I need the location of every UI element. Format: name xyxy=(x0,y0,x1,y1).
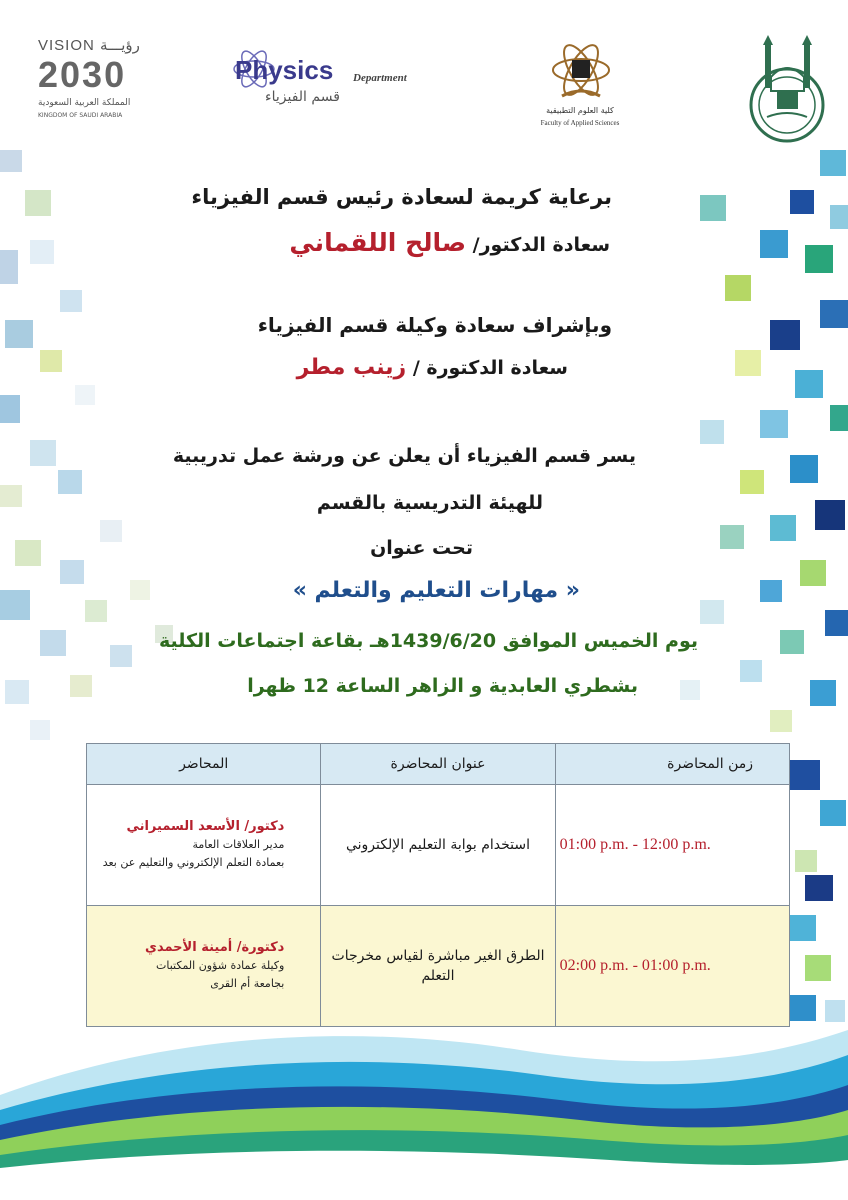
table-header-row xyxy=(87,744,790,785)
schedule-table xyxy=(86,743,790,1027)
college-logo-en: Faculty of Applied Sciences xyxy=(540,119,620,127)
department-head-line xyxy=(0,228,848,257)
physics-logo-dept: Department xyxy=(353,72,407,84)
date-line: يوم الخميس الموافق 1439/6/20هـ بقاعة اجتماعات الكلية xyxy=(158,630,698,652)
speaker-affiliation: بجامعة أم القرى xyxy=(210,977,285,990)
header-speaker: المحاضر xyxy=(87,744,321,785)
vision-logo-country-ar: المملكة العربية السعودية xyxy=(38,98,131,108)
lecture-title: الطرق الغير مباشرة لقياس مخرجات التعلم xyxy=(321,906,555,1027)
lecture-time: 02:00 p.m. - 01:00 p.m. xyxy=(555,906,789,1027)
patronage-line: برعاية كريمة لسعادة رئيس قسم الفيزياء xyxy=(191,185,612,209)
college-emblem-icon xyxy=(548,40,614,104)
university-emblem-icon xyxy=(745,35,830,150)
speaker-name: دكتورة/ أمينة الأحمدي xyxy=(145,940,285,955)
lecture-speaker xyxy=(87,906,321,1027)
header-title: عنوان المحاضرة xyxy=(321,744,555,785)
speaker-role: وكيلة عمادة شؤون المكتبات xyxy=(156,959,285,972)
bottom-waves-decoration xyxy=(0,1030,848,1200)
vision-2030-logo xyxy=(20,30,155,120)
umm-al-qura-university-logo xyxy=(745,35,830,150)
announcement-line-1: يسر قسم الفيزياء أن يعلن عن ورشة عمل تدريبية xyxy=(172,445,636,467)
speaker-affiliation: بعمادة التعلم الإلكتروني والتعليم عن بعد xyxy=(102,856,285,869)
department-head-name: صالح اللقماني xyxy=(289,228,467,257)
deputy-line xyxy=(0,355,848,380)
speaker-name: دكتور/ الأسعد السميراني xyxy=(126,819,285,834)
lecture-speaker xyxy=(87,785,321,906)
table-row xyxy=(87,906,790,1027)
department-head-title: سعادة الدكتور/ xyxy=(472,234,610,256)
college-logo-ar: كلية العلوم التطبيقية xyxy=(546,106,614,115)
announcement-line-2: للهيئة التدريسية بالقسم xyxy=(316,492,543,514)
header-time: زمن المحاضرة xyxy=(555,744,789,785)
supervision-line: وبإشراف سعادة وكيلة قسم الفيزياء xyxy=(257,313,612,337)
deputy-name: زينب مطر xyxy=(296,355,407,380)
workshop-title: « مهارات التعليم والتعلم » xyxy=(292,578,580,603)
deputy-title: سعادة الدكتورة / xyxy=(412,357,568,379)
physics-logo-ar: قسم الفيزياء xyxy=(265,89,340,105)
vision-logo-country-en: KINGDOM OF SAUDI ARABIA xyxy=(38,112,123,119)
college-logo xyxy=(530,40,630,130)
lecture-time: 01:00 p.m. - 12:00 p.m. xyxy=(555,785,789,906)
speaker-role: مدير العلاقات العامة xyxy=(192,838,285,851)
place-line: بشطري العابدية و الزاهر الساعة 12 ظهرا xyxy=(247,675,638,697)
announcement-line-3: تحت عنوان xyxy=(370,537,473,559)
table-row xyxy=(87,785,790,906)
vision-logo-title: VISION رؤيـــة xyxy=(38,37,140,54)
physics-logo-main: Physics xyxy=(235,55,334,85)
vision-logo-year: 2030 xyxy=(38,54,127,95)
physics-department-logo xyxy=(235,55,425,110)
lecture-title: استخدام بوابة التعليم الإلكتروني xyxy=(321,785,555,906)
